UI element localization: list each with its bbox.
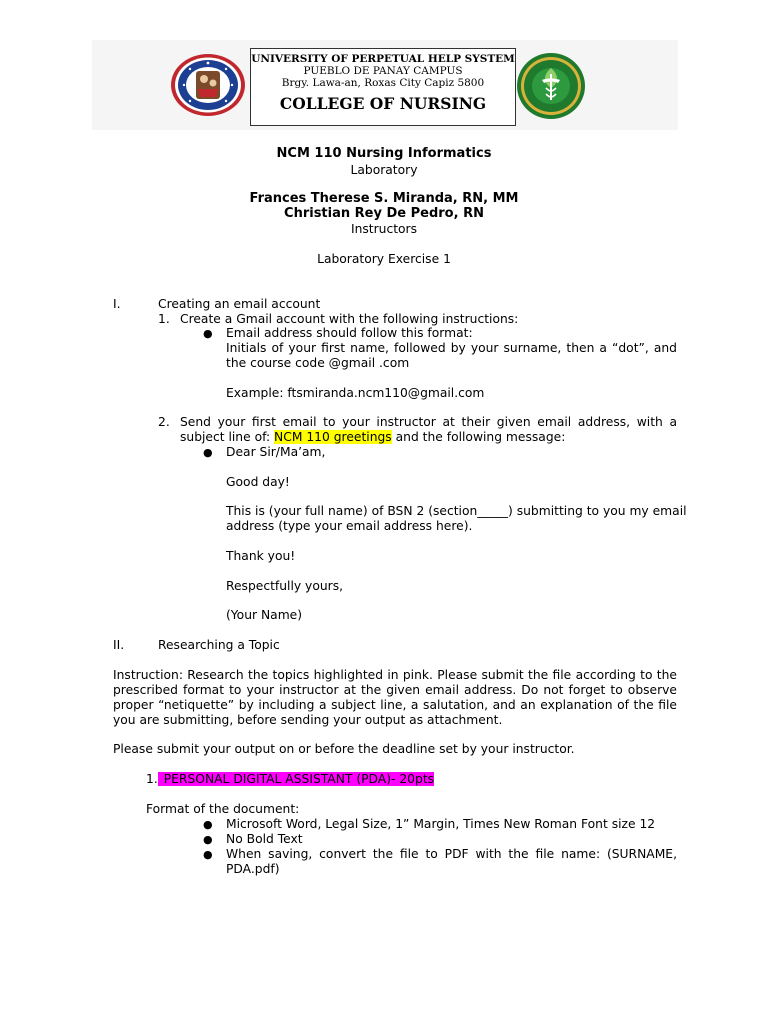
exercise-title: Laboratory Exercise 1 <box>317 252 451 266</box>
instructor-name-2: Christian Rey De Pedro, RN <box>284 206 484 221</box>
message-name: (Your Name) <box>226 608 303 622</box>
format-heading: Format of the document: <box>146 802 300 816</box>
header-title-box <box>250 48 516 126</box>
section-2-heading: Researching a Topic <box>158 638 280 652</box>
topic-number: 1. <box>146 772 158 786</box>
bullet-icon: ● <box>203 446 213 459</box>
instructor-name-1: Frances Therese S. Miranda, RN, MM <box>249 191 519 206</box>
college-name: COLLEGE OF NURSING <box>279 94 487 113</box>
message-thanks: Thank you! <box>226 549 296 563</box>
bullet-icon: ● <box>203 327 213 340</box>
topic-highlight: PERSONAL DIGITAL ASSISTANT (PDA)- 20pts <box>158 772 434 786</box>
item-2-number: 2. <box>158 415 170 429</box>
item-1-text: Create a Gmail account with the following instructions: <box>180 312 519 326</box>
instructors-label: Instructors <box>350 222 418 236</box>
course-type: Laboratory <box>350 163 418 177</box>
section-1-heading: Creating an email account <box>158 297 321 311</box>
university-name: UNIVERSITY OF PERPETUAL HELP SYSTEM <box>251 53 515 65</box>
bullet-icon: ● <box>203 848 213 861</box>
item-2-line-2-pre: subject line of: <box>180 430 275 444</box>
email-format-line-1: Email address should follow this format: <box>226 326 473 340</box>
instruction-line-1: Instruction: Research the topics highlighted in pink. Please submit the file according to the <box>113 668 677 682</box>
message-good-day: Good day! <box>226 475 290 489</box>
bullet-icon: ● <box>203 818 213 831</box>
section-2-numeral: II. <box>113 638 125 652</box>
instruction-line-3: proper “netiquette” by including a subject line, a salutation, and an explanation of the file <box>113 698 677 712</box>
deadline-note: Please submit your output on or before the deadline set by your instructor. <box>113 742 575 756</box>
item-1-number: 1. <box>158 312 170 326</box>
instruction-line-2: prescribed format to your instructor at the given email address. Do not forget to observe <box>113 683 677 697</box>
campus-name: PUEBLO DE PANAY CAMPUS <box>303 65 463 77</box>
subject-line-highlight: NCM 110 greetings <box>274 430 392 444</box>
email-format-line-2: Initials of your first name, followed by your surname, then a “dot”, and <box>226 341 677 355</box>
university-seal-logo <box>170 53 246 117</box>
format-item-1: Microsoft Word, Legal Size, 1” Margin, Times New Roman Font size 12 <box>226 817 656 831</box>
message-body-line-2: address (type your email address here). <box>226 519 473 533</box>
topic-item <box>146 772 434 786</box>
email-format-line-3: the course code @gmail .com <box>226 356 410 370</box>
item-2-line-1: Send your first email to your instructor at their given email address, with a <box>180 415 677 429</box>
email-example: Example: ftsmiranda.ncm110@gmail.com <box>226 386 485 400</box>
instruction-line-4: you are submitting, before sending your output as attachment. <box>113 713 503 727</box>
item-2-line-2 <box>180 430 565 444</box>
college-of-nursing-seal-logo <box>516 52 586 120</box>
format-item-3-line-2: PDA.pdf) <box>226 862 280 876</box>
course-title: NCM 110 Nursing Informatics <box>276 146 492 161</box>
bullet-icon: ● <box>203 833 213 846</box>
section-1-numeral: I. <box>113 297 121 311</box>
message-closing: Respectfully yours, <box>226 579 344 593</box>
format-item-2: No Bold Text <box>226 832 303 846</box>
campus-address: Brgy. Lawa-an, Roxas City Capiz 5800 <box>281 77 485 89</box>
format-item-3-line-1: When saving, convert the file to PDF with the file name: (SURNAME, <box>226 847 677 861</box>
message-body-line-1: This is (your full name) of BSN 2 (section_____) submitting to you my email <box>226 504 687 518</box>
message-greeting: Dear Sir/Ma’am, <box>226 445 326 459</box>
item-2-line-2-post: and the following message: <box>391 430 566 444</box>
